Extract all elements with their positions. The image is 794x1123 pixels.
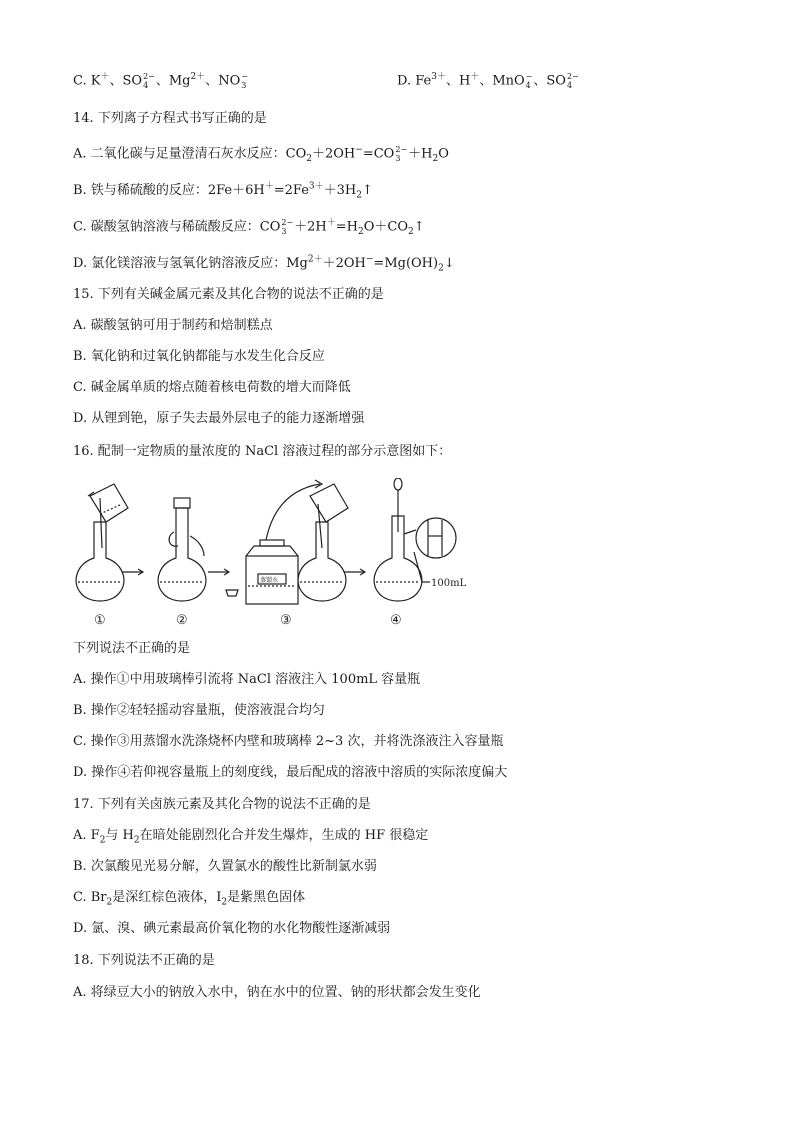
figure-svg [70,478,470,630]
q17-c-mid: 是深红棕色液体，I [112,890,222,905]
q17-a-pre: A. F [73,828,100,843]
q13-c-label: C. K [73,73,101,89]
q17-c-pre: C. Br [73,890,107,905]
q15-option-b: B. 氧化钠和过氧化钠都能与水发生化合反应 [73,349,325,364]
q14-stem: 14. 下列离子方程式书写正确的是 [73,111,267,126]
volume-label: 100mL [431,578,467,589]
q15-option-c: C. 碱金属单质的熔点随着核电荷数的增大而降低 [73,380,351,395]
q17-option-c: C. $Br_2$是深红棕色液体，$I_2$是紫黑色固体 [73,890,306,908]
q14-d-text: D. 氯化镁溶液与氢氧化钠溶液反应：Mg [73,256,308,271]
q17-option-a: A. $F_2$与 $H_2$在暗处能剧烈化合并发生爆炸，生成的 HF 很稳定 [73,828,429,846]
q13-d-label: D. Fe [397,73,432,89]
q14-option-a: A. 二氧化碳与足量澄清石灰水反应：$CO_2+2OH^-=CO$ 2− 3 $+H_2O$ [73,145,449,165]
q15-option-d: D. 从锂到铯，原子失去最外层电子的能力逐渐增强 [73,411,365,426]
step3-drawing [226,480,348,604]
q16-option-c: C. 操作③用蒸馏水洗涤烧杯内壁和玻璃棒 2~3 次，并将洗涤液注入容量瓶 [73,734,504,749]
q16-option-d: D. 操作④若仰视容量瓶上的刻度线，最后配成的溶液中溶质的实际浓度偏大 [73,765,508,780]
q14-b-text: B. 铁与稀硫酸的反应：2Fe＋6H [73,183,265,198]
q15-stem: 15. 下列有关碱金属元素及其化合物的说法不正确的是 [73,287,384,302]
q15-option-a: A. 碳酸氢钠可用于制药和焙制糕点 [73,318,273,333]
step2-drawing [158,498,206,601]
q14-c-text: C. 碳酸氢钠溶液与稀硫酸反应： [73,219,260,235]
q14-a-text: A. 二氧化碳与足量澄清石灰水反应： [73,146,286,162]
step-label-3: ③ [280,613,292,628]
q13-option-d: D. $Fe^{3+}$、H＋、MnO − 4 、SO 2− 4 [397,72,579,90]
q17-c-post: 是紫黑色固体 [227,890,306,905]
distilled-water-label: 蒸馏水 [260,577,279,584]
q18-option-a: A. 将绿豆大小的钠放入水中，钠在水中的位置、钠的形状都会发生变化 [73,985,481,1000]
q14-option-d: D. 氯化镁溶液与氢氧化钠溶液反应：$Mg^{2+}+2OH^-=Mg(OH)_2↓$ [73,254,455,274]
q16-option-b: B. 操作②轻轻摇动容量瓶，使溶液混合均匀 [73,703,325,718]
q14-option-b: B. 铁与稀硫酸的反应：$2Fe+6H^+=2Fe^{3+}+3H_2↑$ [73,181,373,201]
step-label-2: ② [176,613,188,628]
solution-preparation-figure [70,478,470,630]
q17-option-d: D. 氯、溴、碘元素最高价氧化物的水化物酸性逐渐减弱 [73,921,391,936]
step-label-4: ④ [390,613,402,628]
q13-option-c: C. K＋、SO 2− 4 、$Mg^{2+}$、NO − 3 [73,72,248,90]
q17-a-mid: 与 H [105,828,134,843]
step-label-1: ① [94,613,106,628]
step1-drawing [76,484,128,601]
q17-stem: 17. 下列有关卤族元素及其化合物的说法不正确的是 [73,797,371,812]
q16-sub-stem: 下列说法不正确的是 [73,641,191,656]
q17-a-post: 在暗处能剧烈化合并发生爆炸，生成的 HF 很稳定 [139,828,429,843]
q16-option-a: A. 操作①中用玻璃棒引流将 NaCl 溶液注入 100mL 容量瓶 [73,672,421,687]
q16-stem: 16. 配制一定物质的量浓度的 NaCl 溶液过程的部分示意图如下： [73,444,452,459]
q14-option-c: C. 碳酸氢钠溶液与稀硫酸反应：CO 2− 3 $+2H^+=H_2O+CO_2↑$ [73,218,425,238]
q17-option-b: B. 次氯酸见光易分解，久置氯水的酸性比新制氯水弱 [73,859,377,874]
q18-stem: 18. 下列说法不正确的是 [73,953,215,968]
